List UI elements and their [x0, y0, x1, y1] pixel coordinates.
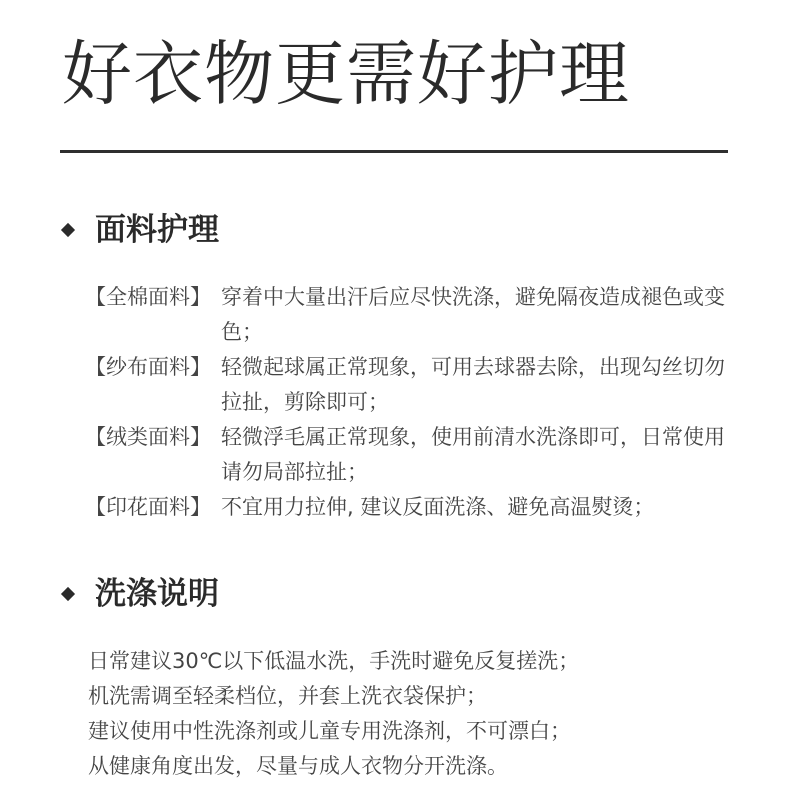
fabric-care-heading-text: 面料护理 — [95, 212, 219, 248]
title-divider — [60, 150, 728, 153]
care-item-text: 穿着中大量出汗后应尽快洗涤，避免隔夜造成褪色或变色； — [221, 285, 725, 344]
fabric-care-heading — [60, 210, 219, 250]
washing-instructions — [88, 644, 579, 784]
care-item-gauze — [85, 350, 726, 420]
care-item-label: 【全棉面料】 — [85, 285, 211, 309]
care-item-text: 轻微起球属正常现象，可用去球器去除，出现勾丝切勿拉扯，剪除即可； — [221, 355, 725, 414]
care-item-label: 【绒类面料】 — [85, 425, 211, 449]
diamond-bullet-icon — [61, 223, 75, 237]
page-title: 好衣物更需好护理 — [62, 33, 630, 115]
care-item-text: 轻微浮毛属正常现象，使用前清水洗涤即可，日常使用请勿局部拉扯； — [221, 425, 725, 484]
washing-heading-text: 洗涤说明 — [95, 576, 219, 612]
care-item-text: 不宜用力拉伸, 建议反面洗涤、避免高温熨烫； — [221, 495, 655, 519]
care-item-velvet — [85, 420, 726, 490]
washing-line: 建议使用中性洗涤剂或儿童专用洗涤剂，不可漂白； — [88, 719, 571, 743]
care-item-label: 【印花面料】 — [85, 495, 211, 519]
washing-line: 从健康角度出发，尽量与成人衣物分开洗涤。 — [88, 754, 508, 778]
care-item-print — [85, 490, 726, 525]
care-item-label: 【纱布面料】 — [85, 355, 211, 379]
washing-line: 机洗需调至轻柔档位，并套上洗衣袋保护； — [88, 684, 487, 708]
washing-heading — [60, 574, 219, 614]
fabric-care-list — [85, 280, 726, 525]
diamond-bullet-icon — [61, 587, 75, 601]
care-item-cotton — [85, 280, 726, 350]
washing-line: 日常建议30℃以下低温水洗，手洗时避免反复搓洗； — [88, 649, 580, 673]
